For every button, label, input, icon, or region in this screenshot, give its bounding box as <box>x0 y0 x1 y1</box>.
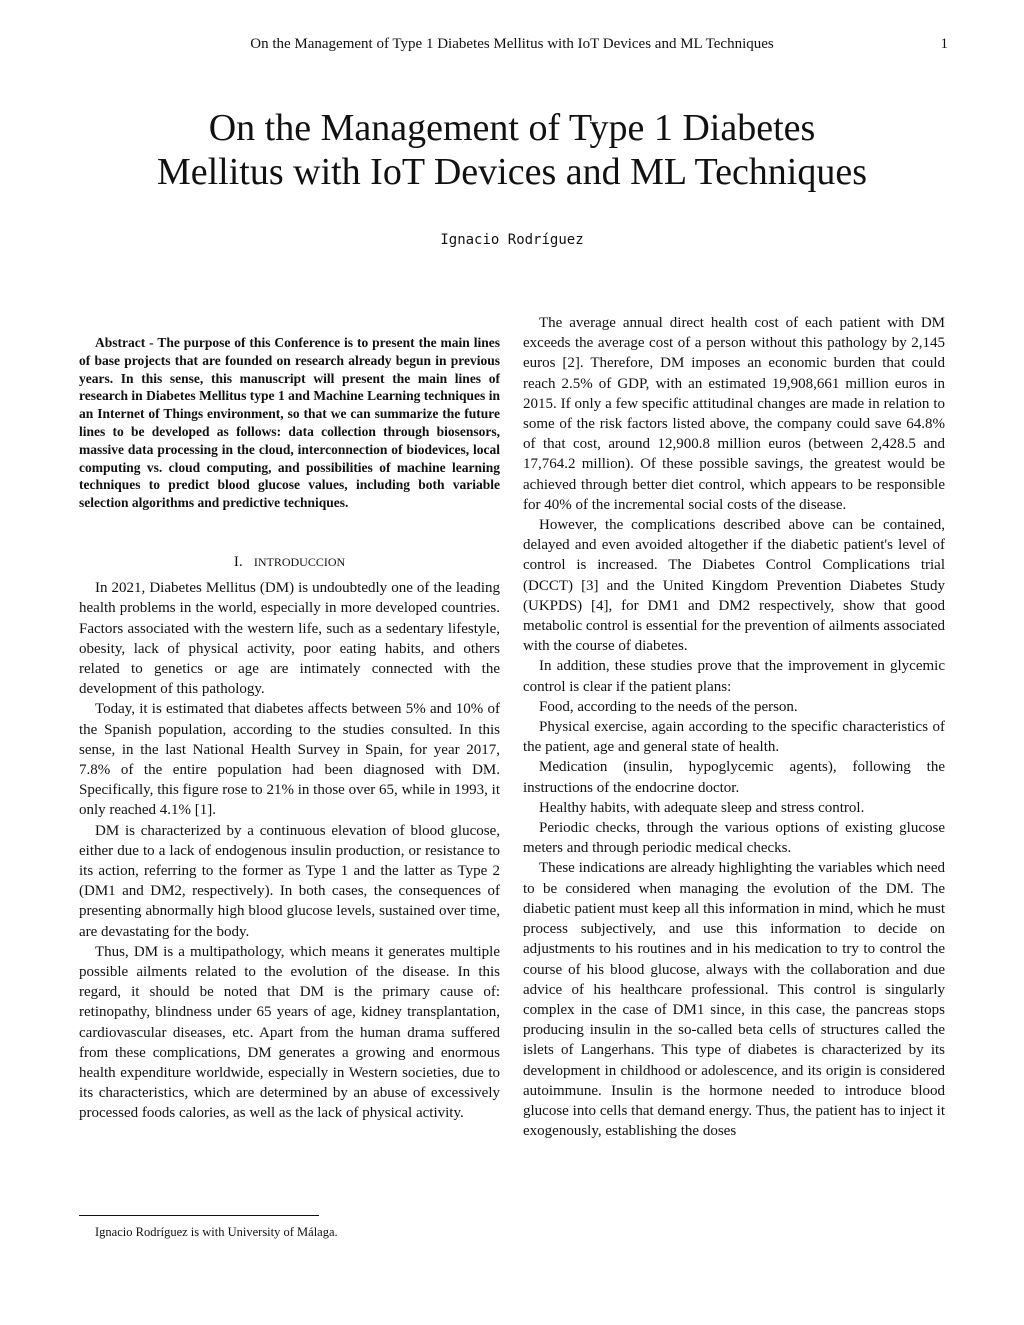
paper-title-line-2: Mellitus with IoT Devices and ML Techniques <box>156 151 868 193</box>
section-title: INTRODUCCION <box>253 554 346 569</box>
footnote: Ignacio Rodríguez is with University of Málaga. <box>95 1225 338 1239</box>
footnote-divider <box>79 1215 319 1216</box>
abstract: Abstract - The purpose of this Conference is to present the main lines of base projects that are founded on research already begun in previous years. In this sense, this manuscript will present the main lines of research in Diabetes Mellitus type 1 and Machine Learning techniques in an Internet of Things environment, so that we can summarize the future lines to be developed as follows: data collection through biosensors, massive data processing in the cloud, interconnection of biodevices, local computing vs. cloud computing, and possibilities of machine learning techniques to predict blood glucose values, including both variable selection algorithms and predictive techniques. <box>79 335 500 511</box>
paragraph: These indications are already highlighting the variables which need to be considered when managing the evolution of the DM. The diabetic patient must keep all this information in mind, which he must process subjectively, and use this information to decide on adjustments to his routines and in his medication to try to control the course of his blood glucose, always with the collaboration and due advice of his healthcare professional. This control is singularly complex in the case of DM1 since, in this case, the pancreas stops producing insulin in the so-called beta cells of structures called the islets of Langerhans. This type of diabetes is characterized by its development in childhood or adolescence, and its origin is considered autoimmune. Insulin is the hormone needed to introduce blood glucose into cells that demand energy. Thus, the patient has to inject it exogenously, establishing the doses <box>523 860 945 1140</box>
section-heading <box>79 552 500 572</box>
paragraph: Thus, DM is a multipathology, which means it generates multiple possible ailments related to the evolution of the disease. In this regard, it should be noted that DM is the primary cause of: retinopathy, blindness under 65 years of age, kidney transplantation, cardiovascular diseases, etc. Apart from the human drama suffered from these complications, DM generates a growing and enormous health expenditure worldwide, especially in Western societies, due to its characteristics, which are determined by an abuse of excessively processed foods calories, as well as the lack of physical activity. <box>79 943 500 1122</box>
author-name: Ignacio Rodríguez <box>440 232 584 248</box>
list-item: Physical exercise, again according to the specific characteristics of the patient, age and general state of health. <box>523 719 945 756</box>
paragraph: In 2021, Diabetes Mellitus (DM) is undoubtedly one of the leading health problems in the world, especially in more developed countries. Factors associated with the western life, such as a sedentary lifestyle, obesity, lack of physical activity, poor eating habits, and others related to genetics or age are intimately connected with the development of this pathology. <box>79 580 500 698</box>
list-item: Periodic checks, through the various options of existing glucose meters and through periodic medical checks. <box>523 820 945 857</box>
list-item: Healthy habits, with adequate sleep and stress control. <box>539 799 865 816</box>
paragraph: DM is characterized by a continuous elevation of blood glucose, either due to a lack of endogenous insulin production, or resistance to its action, referring to the former as Type 1 and the latter as Type 2 (DM1 and DM2, respectively). In both cases, the consequences of presenting abnormally high blood glucose levels, sustained over time, are devastating for the body. <box>79 822 500 940</box>
paragraph: However, the complications described above can be contained, delayed and even avoided altogether if the diabetic patient's level of control is increased. The Diabetes Control Complications trial (DCCT) [3] and the United Kingdom Prevention Diabetes Study (UKPDS) [4], for DM1 and DM2 respectively, show that good metabolic control is essential for the prevention of ailments associated with the course of diabetes. <box>523 517 945 655</box>
list-item: Medication (insulin, hypoglycemic agents), following the instructions of the endocrine doctor. <box>523 759 945 796</box>
section-number: I. <box>233 553 243 570</box>
page-number: 1 <box>940 36 948 52</box>
paragraph: Today, it is estimated that diabetes affects between 5% and 10% of the Spanish population, according to the studies consulted. In this sense, in the last National Health Survey in Spain, for year 2017, 7.8% of the entire population had been diagnosed with DM. Specifically, this figure rose to 21% in those over 65, while in 1993, it only reached 4.1% [1]. <box>79 701 500 819</box>
paragraph: The average annual direct health cost of each patient with DM exceeds the average cost of a person without this pathology by 2,145 euros [2]. Therefore, DM imposes an economic burden that could reach 2.5% of GDP, with an estimated 19,908,661 million euros in 2015. If only a few specific attitudinal changes are made in relation to some of the risk factors listed above, the company could save 64.8% of that cost, around 12,900.8 million euros (between 2,428.5 and 17,764.2 million). Of these possible savings, the greatest would be achieved through better diet control, which appears to be responsible for 40% of the incremental social costs of the disease. <box>523 315 945 513</box>
running-head <box>0 36 1024 58</box>
right-column <box>523 313 945 1141</box>
running-head-title: On the Management of Type 1 Diabetes Mellitus with IoT Devices and ML Techniques <box>250 36 774 52</box>
paragraph: In addition, these studies prove that the improvement in glycemic control is clear if the patient plans: <box>523 658 945 695</box>
list-item: Food, according to the needs of the person. <box>539 698 798 715</box>
paper-title-line-1: On the Management of Type 1 Diabetes <box>208 107 816 149</box>
left-column <box>79 334 500 1124</box>
paper-title <box>80 106 944 194</box>
